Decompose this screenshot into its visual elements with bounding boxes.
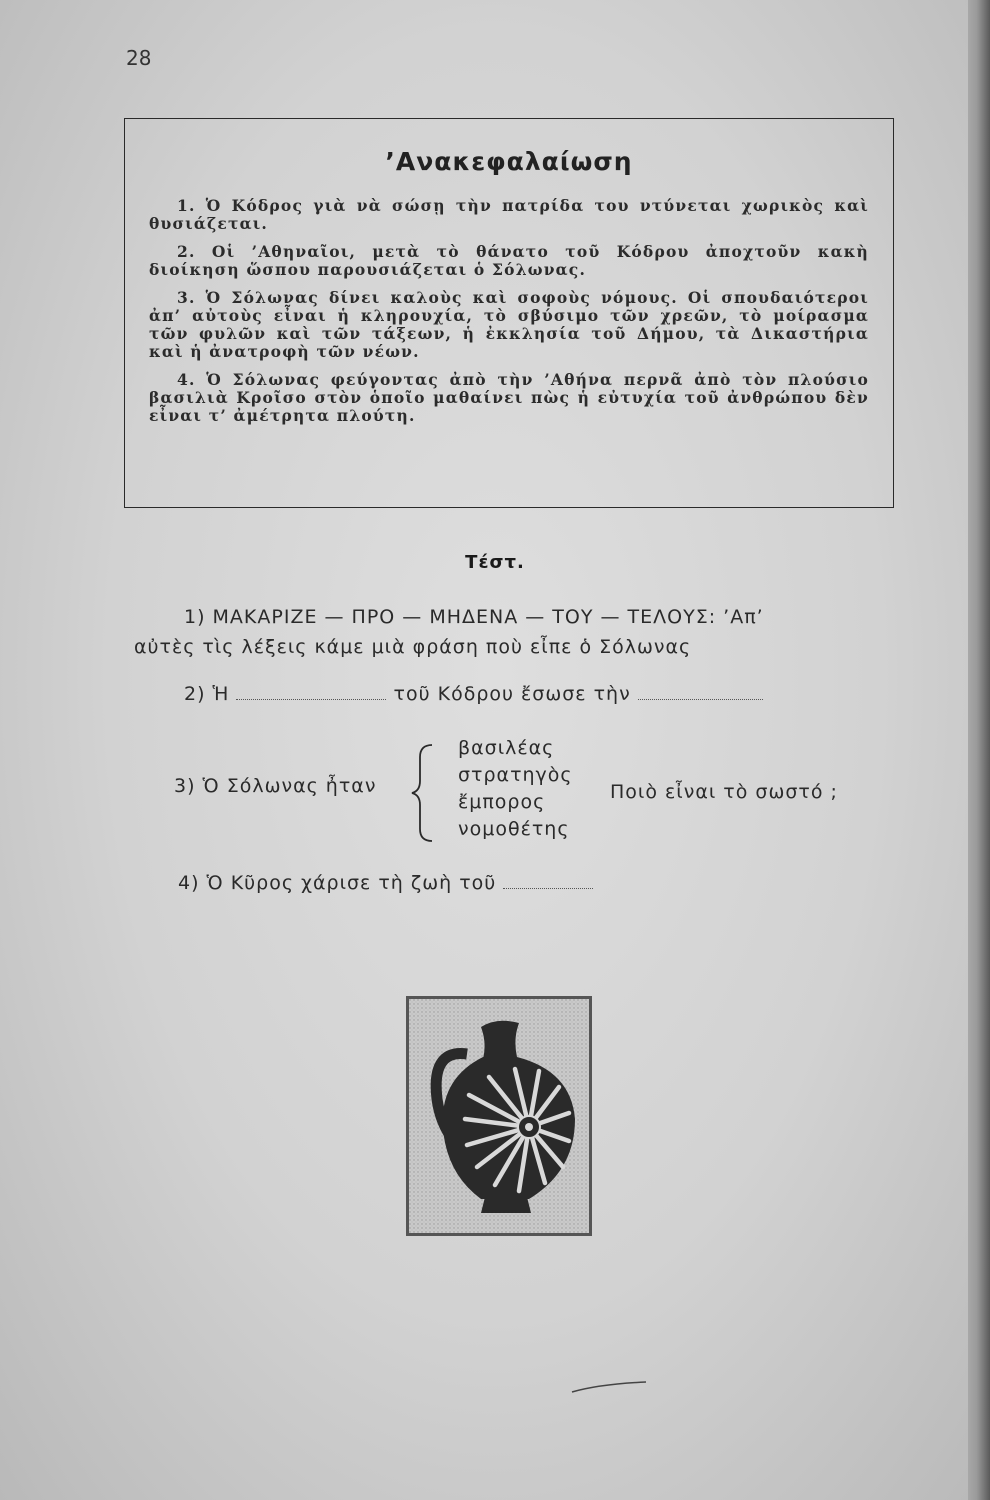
oenochoe-vase-icon	[409, 999, 589, 1233]
summary-item-1: 1. Ὁ Κόδρος γιὰ νὰ σώσῃ τὴν πατρίδα του ντύνεται χωρικὸς καὶ θυσιάζεται.	[149, 196, 869, 233]
question-2-start: 2) Ἡ	[184, 683, 230, 705]
blank-line-2[interactable]	[638, 683, 763, 700]
question-2-middle: τοῦ Κόδρου ἔσωσε τὴν	[393, 683, 631, 705]
summary-box	[124, 118, 894, 508]
question-3-label: 3) Ὁ Σόλωνας ἦταν	[174, 775, 377, 797]
question-4	[178, 872, 593, 894]
question-3-prompt: Ποιὸ εἶναι τὸ σωστό ;	[610, 781, 838, 803]
option-2[interactable]: στρατηγὸς	[458, 764, 573, 786]
curly-brace-icon	[410, 743, 440, 843]
blank-line-1[interactable]	[236, 683, 386, 700]
question-1	[134, 602, 894, 662]
test-title: Τέστ.	[465, 552, 525, 573]
summary-item-4: 4. Ὁ Σόλωνας φεύγοντας ἀπὸ τὴν ’Αθήνα περνᾶ ἀπὸ τὸν πλούσιο βασιλιὰ Κροῖσο στὸν ὁποῖο μαθαίνει πὼς ἡ εὐτυχία τοῦ ἀνθρώπου δὲν εἶναι τ’ ἀμέτρητα πλούτη.	[149, 370, 869, 425]
summary-list	[149, 197, 869, 435]
question-3	[174, 735, 894, 845]
question-4-text: 4) Ὁ Κῦρος χάρισε τὴ ζωὴ τοῦ	[178, 872, 497, 894]
question-3-options	[458, 735, 573, 843]
blank-line-3[interactable]	[503, 872, 593, 889]
summary-item-3: 3. Ὁ Σόλωνας δίνει καλοὺς καὶ σοφοὺς νόμους. Οἱ σπουδαιότεροι ἀπ’ αὐτοὺς εἶναι ἡ κληρουχία, τὸ σβύσιμο τῶν χρεῶν, τὸ μοίρασμα τῶν φυλῶν καὶ τῶν τάξεων, ἡ ἐκκλησία τοῦ Δήμου, τὰ Δικαστήρια καὶ ἡ ἀνατροφὴ τῶν νέων.	[149, 288, 869, 361]
summary-item-2: 2. Οἱ ’Αθηναῖοι, μετὰ τὸ θάνατο τοῦ Κόδρου ἀποχτοῦν κακὴ διοίκηση ὥσπου παρουσιάζεται ὁ Σόλωνας.	[149, 242, 869, 279]
option-3[interactable]: ἔμπορος	[458, 791, 546, 813]
question-1-line-1: 1) ΜΑΚΑΡΙΖΕ — ΠΡΟ — ΜΗΔΕΝΑ — ΤΟΥ — ΤΕΛΟΥΣ: ’Απ’	[184, 606, 764, 628]
vase-illustration	[406, 996, 592, 1236]
option-1[interactable]: βασιλέας	[458, 737, 555, 759]
paper-scratch	[570, 1378, 650, 1398]
page-edge-shadow	[968, 0, 990, 1500]
question-1-line-2: αὐτὲς τὶς λέξεις κάμε μιὰ φράση ποὺ εἶπε ὁ Σόλωνας	[134, 636, 692, 658]
page-number: 28	[126, 46, 152, 70]
summary-title: ’Ανακεφαλαίωση	[385, 147, 633, 176]
option-4[interactable]: νομοθέτης	[458, 818, 570, 840]
question-2	[184, 683, 763, 705]
